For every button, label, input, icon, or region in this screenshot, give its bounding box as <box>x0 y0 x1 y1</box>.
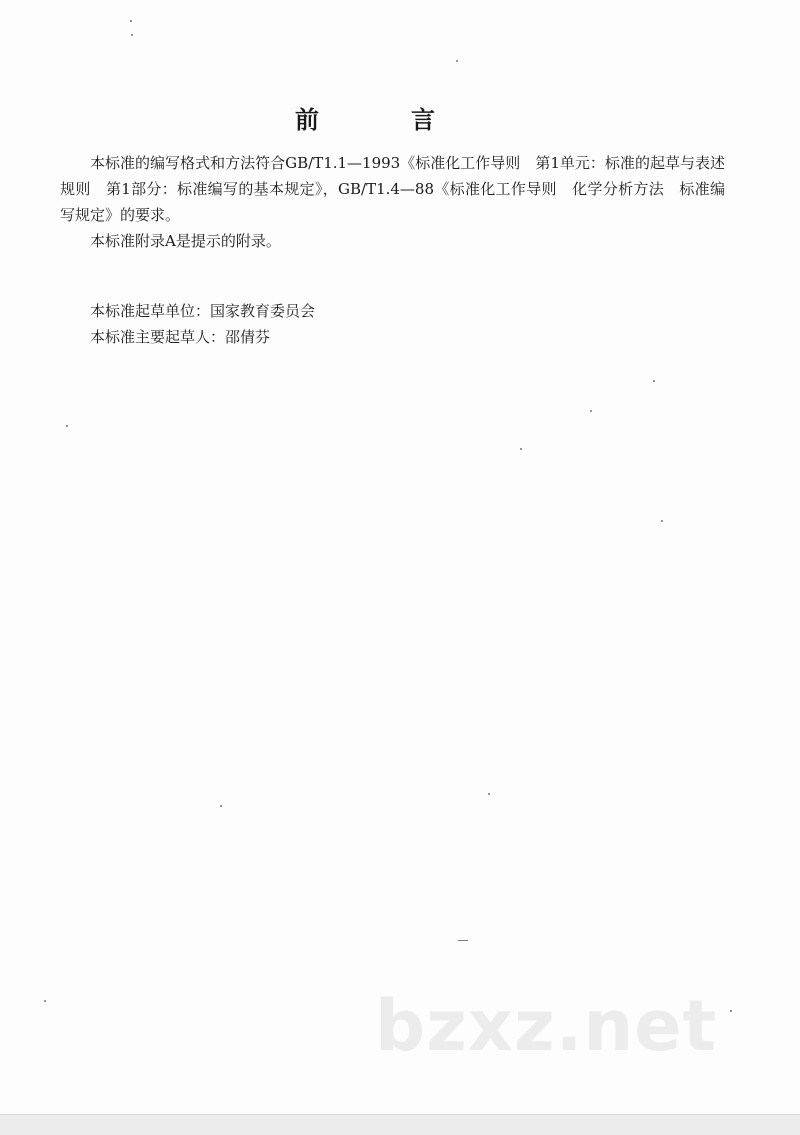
appendix-note-paragraph: 本标准附录A是提示的附录。 <box>90 232 281 250</box>
scan-speck <box>488 793 490 795</box>
scan-speck <box>220 805 222 807</box>
scan-speck <box>520 448 522 450</box>
scan-speck <box>456 60 458 62</box>
scan-speck <box>661 520 663 522</box>
scan-speck <box>653 380 655 382</box>
site-watermark: bzxz.net <box>375 985 718 1067</box>
scan-speck <box>66 425 68 427</box>
scan-speck <box>730 1010 732 1012</box>
scan-speck <box>130 20 132 22</box>
page-title: 前 言 <box>295 105 469 134</box>
page-bottom-edge <box>0 1114 800 1135</box>
main-drafter-line: 本标准主要起草人：邵倩芬 <box>90 328 271 346</box>
compliance-paragraph: 本标准的编写格式和方法符合GB/T1.1—1993《标准化工作导则 第1单元：标准的起草与表述规则 第1部分：标准编写的基本规定》，GB/T1.4—88《标准化工作导则 化学分析方法 标准编写规定》的要求。 <box>60 154 725 224</box>
scan-speck <box>590 410 592 412</box>
drafting-unit-line: 本标准起草单位：国家教育委员会 <box>90 302 316 320</box>
scan-speck <box>131 34 133 36</box>
scan-speck <box>44 1000 46 1002</box>
scan-speck <box>458 940 468 941</box>
